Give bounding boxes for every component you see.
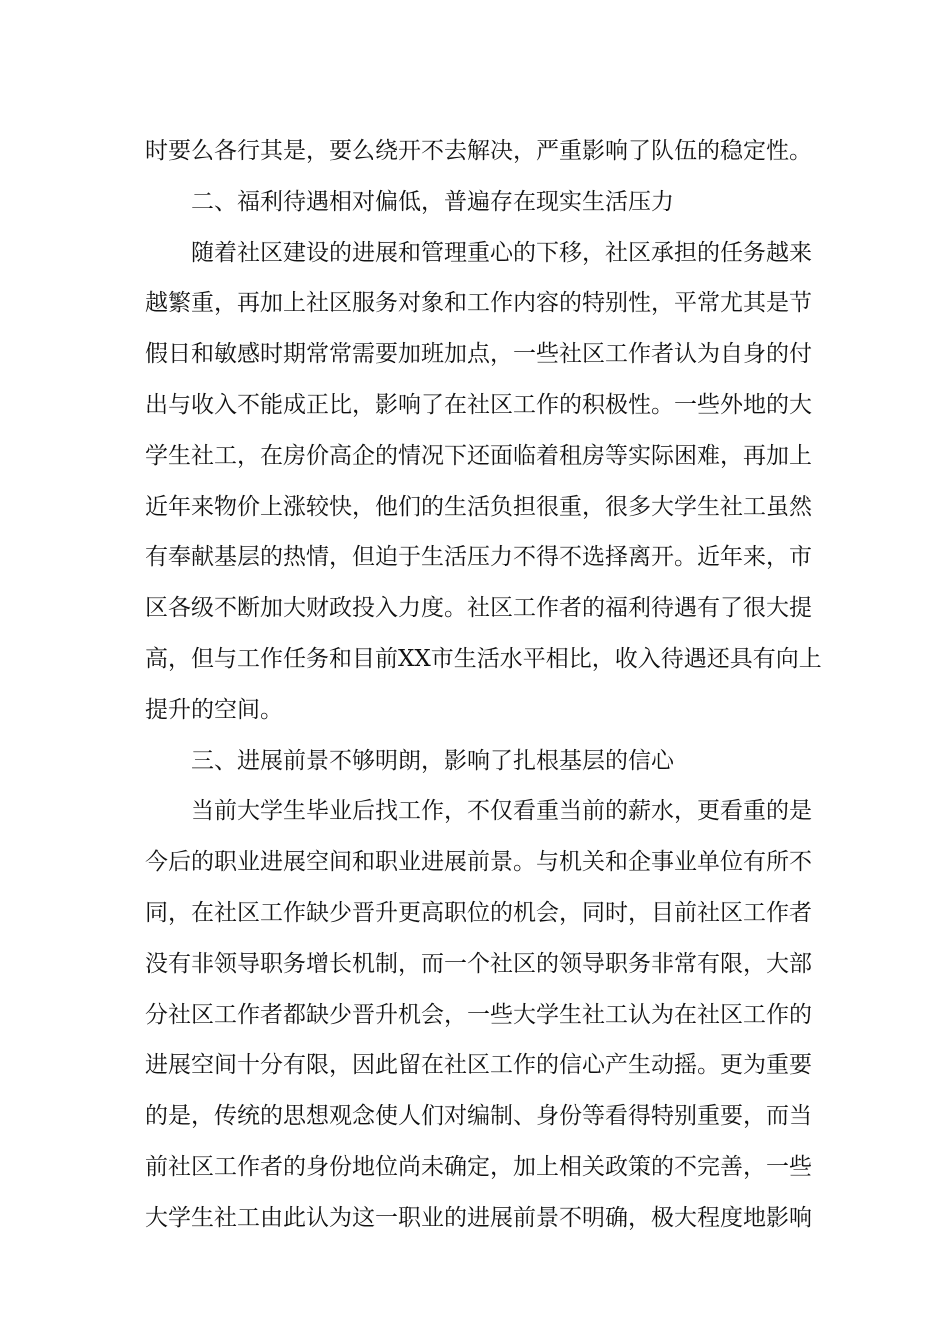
text-line: 今后的职业进展空间和职业进展前景。与机关和企事业单位有所不 [145, 849, 812, 876]
text-line: 近年来物价上涨较快，他们的生活负担很重，很多大学生社工虽然 [145, 493, 812, 520]
text-line: 进展空间十分有限，因此留在社区工作的信心产生动摇。更为重要 [145, 1052, 812, 1079]
text-line: 假日和敏感时期常常需要加班加点，一些社区工作者认为自身的付 [145, 341, 812, 368]
text-line: 随着社区建设的进展和管理重心的下移，社区承担的任务越来 [191, 239, 812, 266]
text-line: 三、进展前景不够明朗，影响了扎根基层的信心 [191, 747, 674, 774]
text-line: 学生社工，在房价高企的情况下还面临着租房等实际困难，再加上 [145, 442, 812, 469]
document-page [145, 126, 822, 1244]
text-line: 二、福利待遇相对偏低，普遍存在现实生活压力 [191, 188, 674, 215]
text-line: 大学生社工由此认为这一职业的进展前景不明确，极大程度地影响 [145, 1204, 812, 1231]
text-line: 同，在社区工作缺少晋升更高职位的机会，同时，目前社区工作者 [145, 899, 812, 926]
text-line: 分社区工作者都缺少晋升机会，一些大学生社工认为在社区工作的 [145, 1001, 812, 1028]
text-line: 区各级不断加大财政投入力度。社区工作者的福利待遇有了很大提 [145, 595, 812, 622]
text-line: 提升的空间。 [145, 696, 283, 723]
text-line: 时要么各行其是，要么绕开不去解决，严重影响了队伍的稳定性。 [145, 138, 812, 164]
text-line: 越繁重，再加上社区服务对象和工作内容的特别性，平常尤其是节 [145, 290, 812, 317]
text-line: 没有非领导职务增长机制，而一个社区的领导职务非常有限，大部 [145, 950, 812, 977]
text-line: 有奉献基层的热情，但迫于生活压力不得不选择离开。近年来，市 [145, 544, 812, 571]
text-line: 前社区工作者的身份地位尚未确定，加上相关政策的不完善，一些 [145, 1153, 812, 1180]
text-line: 当前大学生毕业后找工作，不仅看重当前的薪水，更看重的是 [191, 798, 812, 825]
text-line: 的是，传统的思想观念使人们对编制、身份等看得特别重要，而当 [145, 1103, 812, 1130]
text-line: 高，但与工作任务和目前XX市生活水平相比，收入待遇还具有向上 [145, 645, 822, 672]
text-line: 出与收入不能成正比，影响了在社区工作的积极性。一些外地的大 [145, 391, 812, 418]
